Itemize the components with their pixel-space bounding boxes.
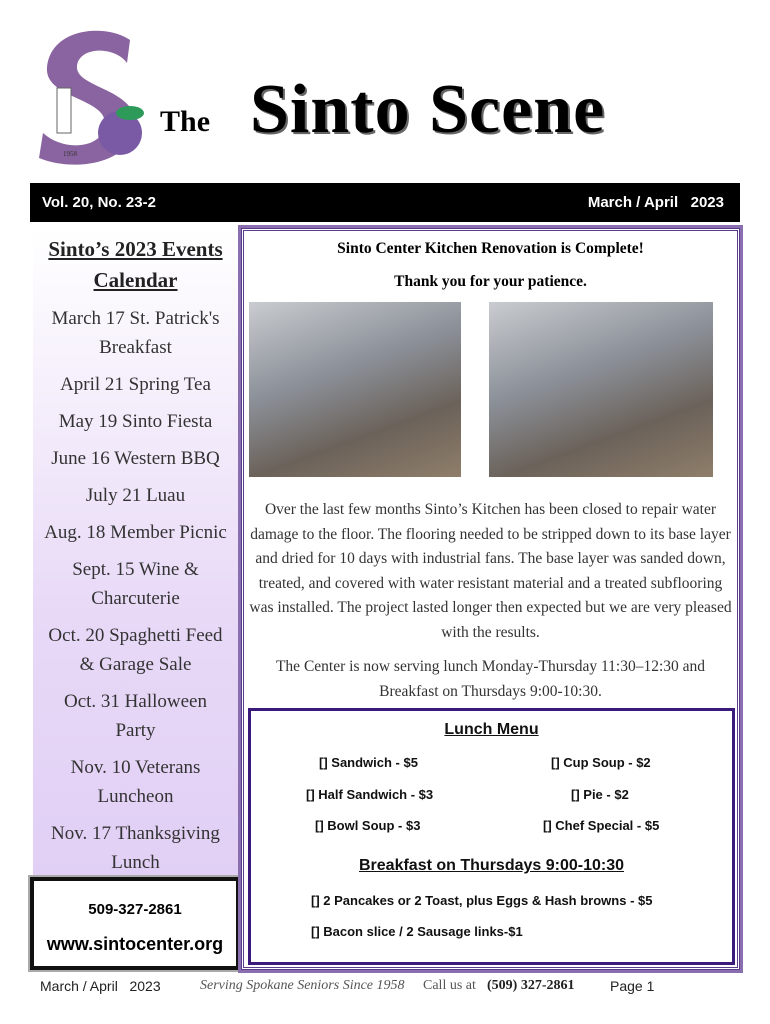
lunch-menu-title: Lunch Menu (444, 721, 539, 738)
event-item: Oct. 31 Halloween Party (64, 691, 207, 741)
events-heading: Sinto’s 2023 Events Calendar (48, 237, 223, 292)
title-the: The (160, 105, 211, 138)
article-paragraph: The Center is now serving lunch Monday-Thursday 11:30–12:30 and Breakfast on Thursdays 9:00-10:30. (275, 658, 706, 700)
breakfast-title: Breakfast on Thursdays 9:00-10:30 (359, 857, 624, 874)
kitchen-photo (249, 302, 461, 477)
contact-box (30, 877, 240, 970)
event-item: June 16 Western BBQ (51, 448, 220, 469)
logo-year: 1958 (63, 150, 77, 158)
website-link[interactable]: www.sintocenter.org (46, 934, 224, 954)
footer-tagline: Serving Spokane Seniors Since 1958 (200, 978, 405, 993)
article-headline: Sinto Center Kitchen Renovation is Complete! (337, 240, 644, 257)
event-item: Nov. 10 Veterans Luncheon (70, 757, 201, 807)
menu-item: [] Cup Soup - $2 (551, 755, 651, 770)
article-paragraph: Over the last few months Sinto’s Kitchen has been closed to repair water damage to the floor. The flooring needed to be stripped down to its base layer and dried for 10 days with industrial fans. The base layer was sanded down, treated, and covered with water resistant material and a treated subflooring was installed. The project lasted longer then expected but we are very pleased with the results. (249, 501, 732, 641)
issue-bar (30, 183, 740, 222)
contact-phone: 509-327-2861 (88, 901, 182, 918)
sinto-logo (35, 28, 155, 168)
menu-box (248, 708, 735, 965)
menu-item: [] 2 Pancakes or 2 Toast, plus Eggs & Hash browns - $5 (311, 893, 653, 908)
menu-item: [] Half Sandwich - $3 (306, 787, 434, 802)
menu-item: [] Bacon slice / 2 Sausage links-$1 (311, 924, 523, 939)
events-sidebar (33, 228, 238, 878)
event-item: Sept. 15 Wine & Charcuterie (72, 559, 199, 609)
volume-number: Vol. 20, No. 23-2 (42, 194, 156, 211)
footer-date: March / April 2023 (40, 978, 161, 994)
page-number: Page 1 (610, 978, 655, 994)
newsletter-title: Sinto Scene (250, 71, 606, 148)
event-item: March 17 St. Patrick's Breakfast (51, 308, 220, 358)
event-item: Aug. 18 Member Picnic (44, 522, 227, 543)
event-item: Oct. 20 Spaghetti Feed & Garage Sale (48, 625, 223, 675)
footer-phone: (509) 327-2861 (487, 978, 575, 993)
kitchen-photo (489, 302, 713, 477)
article-body (248, 498, 733, 704)
menu-item: [] Chef Special - $5 (543, 818, 660, 833)
menu-item: [] Bowl Soup - $3 (315, 818, 421, 833)
footer-call-label: Call us at (423, 978, 476, 993)
event-item: Nov. 17 Thanksgiving Lunch (51, 823, 220, 873)
event-item: April 21 Spring Tea (60, 374, 211, 395)
issue-date: March / April 2023 (587, 194, 724, 211)
article-subhead: Thank you for your patience. (394, 273, 587, 290)
event-item: May 19 Sinto Fiesta (58, 411, 213, 432)
menu-item: [] Pie - $2 (571, 787, 629, 802)
menu-item: [] Sandwich - $5 (319, 755, 418, 770)
event-item: July 21 Luau (85, 485, 186, 506)
